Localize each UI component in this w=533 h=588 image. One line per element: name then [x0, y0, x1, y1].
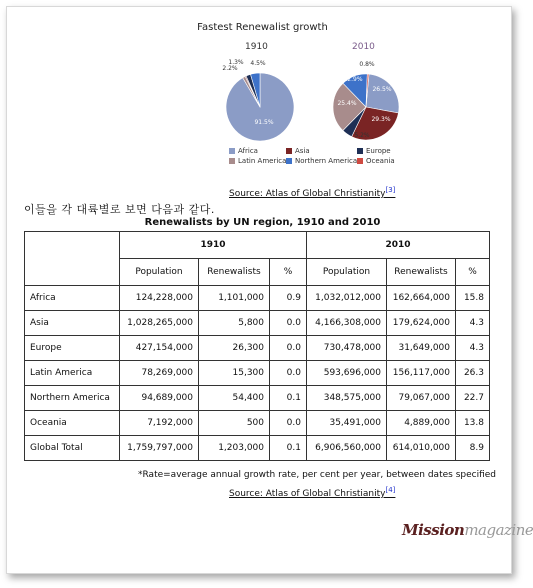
table-cell: 1,028,265,000: [120, 311, 199, 336]
pie-data-label: 5.2%: [354, 132, 370, 139]
table-cell: 15.8: [456, 286, 490, 311]
pie-data-label: 91.5%: [254, 119, 274, 126]
table-cell: 4,889,000: [387, 411, 456, 436]
legend-swatch: [357, 158, 363, 164]
table-cell: 8.9: [456, 436, 490, 461]
table-cell: 0.0: [270, 336, 307, 361]
table-cell: 94,689,000: [120, 386, 199, 411]
table-cell: 593,696,000: [307, 361, 387, 386]
table-cell: 179,624,000: [387, 311, 456, 336]
legend-item-europe: Europe: [357, 147, 391, 155]
table-cell: 5,800: [199, 311, 270, 336]
table-cell: 1,759,797,000: [120, 436, 199, 461]
table-row: [25, 336, 490, 361]
table-cell: 124,228,000: [120, 286, 199, 311]
table-cell: 26,300: [199, 336, 270, 361]
pie-charts: [200, 55, 420, 145]
legend-swatch: [286, 148, 292, 154]
pie-2010: [333, 61, 399, 140]
source-link-figure[interactable]: Source: Atlas of Global Christianity[3]: [229, 186, 396, 199]
table-row: [25, 386, 490, 411]
table-row: [25, 361, 490, 386]
row-label: Oceania: [25, 411, 120, 436]
table-cell: 4.3: [456, 336, 490, 361]
table-cell: 54,400: [199, 386, 270, 411]
pie-year-1910: 1910: [245, 42, 268, 52]
table-cell: 6,906,560,000: [307, 436, 387, 461]
table-row: [25, 286, 490, 311]
col-header: %: [270, 259, 307, 286]
year-header-1910: 1910: [120, 232, 307, 259]
table-cell: 0.0: [270, 361, 307, 386]
table-header-row: [25, 232, 490, 259]
footnote: *Rate=average annual growth rate, per cent per year, between dates specified: [138, 470, 496, 480]
corner-cell: [25, 232, 120, 286]
legend-swatch: [229, 148, 235, 154]
pie-year-2010: 2010: [352, 42, 375, 52]
table-cell: 162,664,000: [387, 286, 456, 311]
legend-item-northern-america: Northern America: [286, 157, 357, 165]
table-cell: 31,649,000: [387, 336, 456, 361]
col-header: Renewalists: [387, 259, 456, 286]
table-cell: 427,154,000: [120, 336, 199, 361]
row-label: Latin America: [25, 361, 120, 386]
row-label: Europe: [25, 336, 120, 361]
year-header-2010: 2010: [307, 232, 490, 259]
table-cell: 0.1: [270, 436, 307, 461]
table-cell: 348,575,000: [307, 386, 387, 411]
pie-data-label: 29.3%: [371, 116, 391, 123]
table-cell: 0.1: [270, 386, 307, 411]
legend-item-latin-america: Latin America: [229, 157, 286, 165]
footnote-ref[interactable]: [3]: [385, 186, 396, 194]
table-cell: 0.0: [270, 411, 307, 436]
table-cell: 22.7: [456, 386, 490, 411]
col-header: Population: [120, 259, 199, 286]
legend-swatch: [357, 148, 363, 154]
table-cell: 15,300: [199, 361, 270, 386]
row-label: Global Total: [25, 436, 120, 461]
legend-item-oceania: Oceania: [357, 157, 395, 165]
table-cell: 4,166,308,000: [307, 311, 387, 336]
table-cell: 78,269,000: [120, 361, 199, 386]
pie-data-label: 1.3%: [228, 59, 244, 66]
source-link-table[interactable]: Source: Atlas of Global Christianity[4]: [229, 486, 396, 499]
table-caption: Renewalists by UN region, 1910 and 2010: [144, 217, 381, 228]
legend-item-asia: Asia: [286, 147, 310, 155]
pie-data-label: 12.9%: [343, 76, 363, 83]
col-header: %: [456, 259, 490, 286]
table-cell: 730,478,000: [307, 336, 387, 361]
legend-swatch: [286, 158, 292, 164]
pie-data-label: 26.5%: [372, 86, 392, 93]
table-cell: 0.0: [270, 311, 307, 336]
table-row: [25, 411, 490, 436]
intro-text: 이들을 각 대륙별로 보면 다음과 같다.: [24, 203, 215, 216]
pie-slice-africa: [366, 74, 399, 113]
row-label: Asia: [25, 311, 120, 336]
renewalists-table: [24, 231, 490, 461]
col-header: Renewalists: [199, 259, 270, 286]
table-row-total: [25, 436, 490, 461]
pie-data-label: 2.2%: [222, 65, 238, 72]
table-cell: 156,117,000: [387, 361, 456, 386]
table-cell: 500: [199, 411, 270, 436]
table-cell: 79,067,000: [387, 386, 456, 411]
table-cell: 7,192,000: [120, 411, 199, 436]
table-cell: 1,032,012,000: [307, 286, 387, 311]
mission-magazine-logo: Missionmagazine: [402, 521, 533, 539]
footnote-ref[interactable]: [4]: [385, 486, 396, 494]
legend-item-africa: Africa: [229, 147, 258, 155]
table-cell: 35,491,000: [307, 411, 387, 436]
table-cell: 0.9: [270, 286, 307, 311]
table-cell: 13.8: [456, 411, 490, 436]
table-cell: 1,101,000: [199, 286, 270, 311]
legend-swatch: [229, 158, 235, 164]
table-cell: 614,010,000: [387, 436, 456, 461]
row-label: Africa: [25, 286, 120, 311]
col-header: Population: [307, 259, 387, 286]
table-cell: 4.3: [456, 311, 490, 336]
pie-1910: [222, 59, 294, 141]
figure-title: Fastest Renewalist growth: [197, 22, 328, 33]
pie-data-label: 25.4%: [337, 100, 357, 107]
table-row: [25, 311, 490, 336]
table-cell: 1,203,000: [199, 436, 270, 461]
pie-data-label: 4.5%: [250, 60, 266, 67]
pie-data-label: 0.8%: [359, 61, 375, 68]
table-cell: 26.3: [456, 361, 490, 386]
row-label: Northern America: [25, 386, 120, 411]
